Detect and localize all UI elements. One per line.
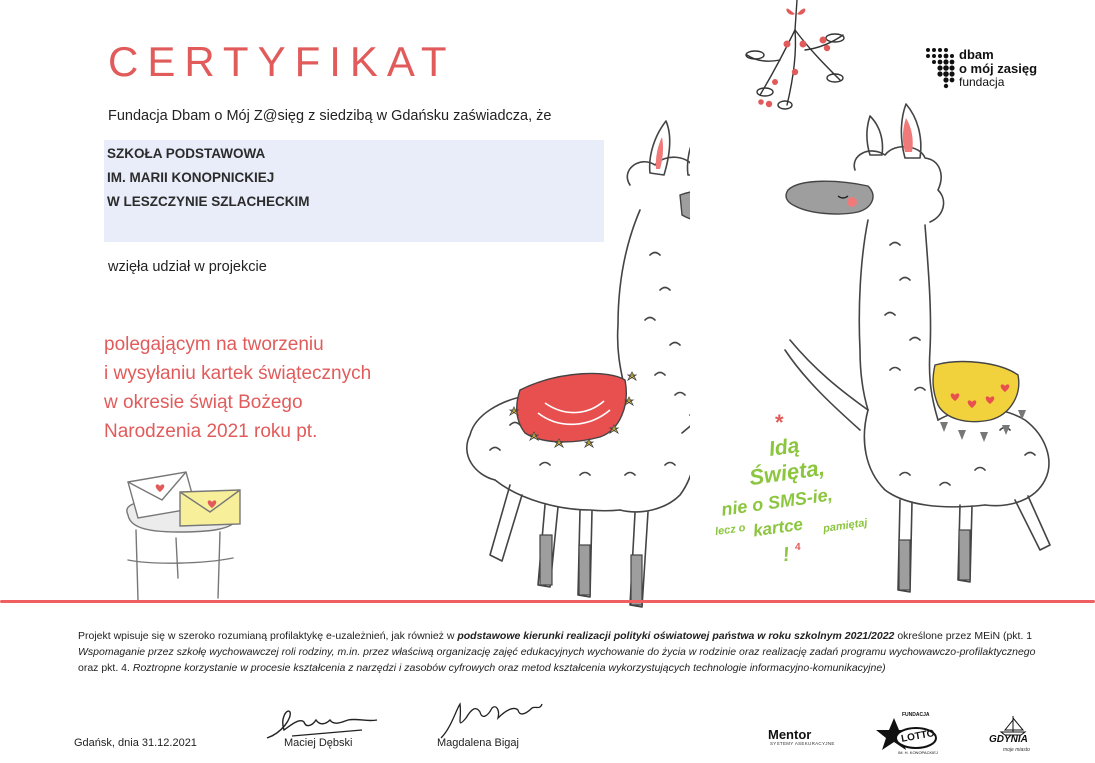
brand-line-1: dbam xyxy=(959,47,994,62)
slogan-exclamation: ! xyxy=(781,543,792,567)
school-line-1: SZKOŁA PODSTAWOWA xyxy=(107,146,266,161)
project-desc-line-4: Narodzenia 2021 roku pt. xyxy=(104,421,318,442)
slogan-asterisk: * xyxy=(775,410,784,435)
footer-part-3: oraz pkt. 4. xyxy=(78,662,133,674)
took-part-text: wzięła udział w projekcie xyxy=(108,259,267,275)
project-desc-line-3: w okresie świąt Bożego xyxy=(104,392,303,413)
slogan-word-4c: pamiętaj xyxy=(822,516,869,536)
slogan-block xyxy=(714,410,885,580)
llama-left-illustration xyxy=(450,115,690,625)
school-line-2: IM. MARII KONOPNICKIEJ xyxy=(107,170,275,185)
certificate-title: CERTYFIKAT xyxy=(108,38,456,85)
brand-line-3: fundacja xyxy=(959,75,1005,89)
lotto-bottom-text: IM. H. KONOPACKIEJ xyxy=(898,750,938,755)
gdynia-text: GDYNIA xyxy=(989,734,1028,745)
project-desc-line-2: i wysyłaniu kartek świątecznych xyxy=(104,363,372,384)
footer-part-2-italic: Wspomaganie przez szkołę wychowawczej roli rodziny, m.in. przez właściwą organizację zajęć edukacyjnych wychowanie do życia w rodzinie oraz realizację zadań programu wychowawczo-profilaktycznego xyxy=(78,646,1036,658)
signature-2-graphic xyxy=(436,698,546,742)
red-divider xyxy=(0,600,1095,603)
table-envelopes-illustration xyxy=(108,460,258,602)
slogan-word-4a: lecz o xyxy=(714,521,747,539)
dbam-logo-dots-icon xyxy=(924,46,956,94)
brand-line-2: o mój zasięg xyxy=(959,61,1038,76)
footer-part-2: określone przez MEiN (pkt. 1 xyxy=(894,630,1033,642)
school-line-3: W LESZCZYNIE SZLACHECKIM xyxy=(107,194,310,209)
date-place: Gdańsk, dnia 31.12.2021 xyxy=(74,737,197,749)
signature-1-name: Maciej Dębski xyxy=(284,737,353,749)
slogan-word-4b: kartce xyxy=(751,514,805,541)
mentor-logo-subtext: SYSTEMY ASEKURACYJNE xyxy=(770,741,835,746)
project-description xyxy=(104,330,371,446)
slogan-word-2: Święta, xyxy=(747,454,827,491)
slogan-footnote: 4 xyxy=(795,542,801,553)
project-desc-line-1: polegającym na tworzeniu xyxy=(104,334,324,355)
gdynia-subtext: moje miasto xyxy=(1003,747,1030,753)
footer-part-1-bold: podstawowe kierunki realizacji polityki oświatowej państwa w roku szkolnym 2021/2022 xyxy=(457,630,895,642)
lotto-top-text: FUNDACJA xyxy=(902,712,930,718)
slogan-word-1: Idą xyxy=(767,434,801,462)
footer-paragraph xyxy=(78,628,1038,676)
lotto-main-text: LOTTO xyxy=(900,728,936,745)
slogan-word-3: nie o SMS-ie, xyxy=(720,484,834,520)
lotto-foundation-logo xyxy=(874,712,938,756)
footer-part-3-italic: Roztropne korzystanie w procesie kształcenia z narzędzi i zasobów cyfrowych oraz metod kształcenia wykorzystujących technologie informacyjno-komunikacyjne) xyxy=(132,662,886,674)
signature-2-name: Magdalena Bigaj xyxy=(437,737,519,749)
gdynia-logo xyxy=(987,716,1039,756)
mistletoe-illustration xyxy=(735,0,855,115)
gdynia-ship-icon xyxy=(999,716,1027,736)
intro-text: Fundacja Dbam o Mój Z@sięg z siedzibą w Gdańsku zaświadcza, że xyxy=(108,108,552,124)
mentor-logo-text: Mentor xyxy=(768,727,812,742)
footer-part-1: Projekt wpisuje się w szeroko rozumianą profilaktykę e-uzależnień, jak również w xyxy=(78,630,458,642)
